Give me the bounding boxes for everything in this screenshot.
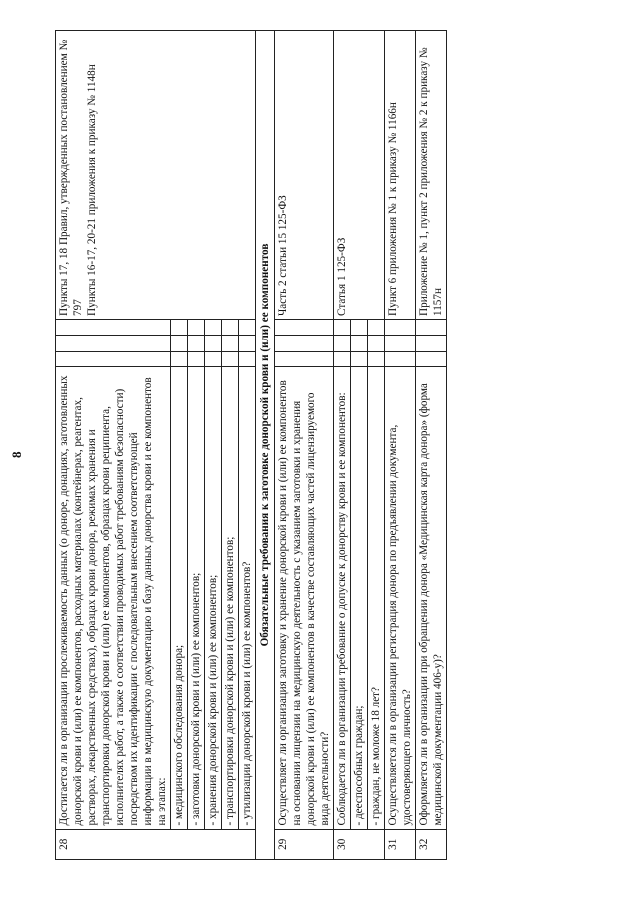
row-number: 32 (416, 829, 447, 859)
answer-na-cell (334, 319, 351, 335)
answer-yes-cell (222, 351, 239, 367)
reference-line: Приложение № 1, пункт 2 приложения № 2 к приказу № 1157н (418, 47, 444, 316)
row-number: 29 (275, 829, 334, 859)
table-row (385, 31, 416, 860)
answer-yes-cell (275, 351, 334, 367)
answer-na-cell (56, 319, 171, 335)
legal-reference (56, 31, 256, 320)
subitem-text: - заготовки донорской крови и (или) ее компонентов; (188, 367, 205, 829)
subitem-text: - граждан, не моложе 18 лет? (368, 367, 385, 829)
subitem-text: - транспортировки донорской крови и (или) ее компонентов; (222, 367, 239, 829)
reference-line: Пункт 6 приложения № 1 к приказу № 1166н (387, 102, 399, 316)
answer-na-cell (416, 319, 447, 335)
legal-reference (385, 31, 416, 320)
answer-no-cell (334, 335, 351, 351)
answer-na-cell (239, 319, 256, 335)
question-text: Оформляется ли в организации при обращении донора «Медицинская карта донора» (форма медицинской документации 406-у)? (416, 367, 447, 829)
answer-no-cell (222, 335, 239, 351)
answer-yes-cell (171, 351, 188, 367)
section-title: Обязательные требования к заготовке донорской крови и (или) ее компонентов (256, 31, 275, 860)
legal-reference (334, 31, 385, 320)
answer-no-cell (351, 335, 368, 351)
answer-no-cell (239, 335, 256, 351)
answer-na-cell (171, 319, 188, 335)
section-header-row (256, 31, 275, 860)
answer-na-cell (351, 319, 368, 335)
reference-line: Пункты 17, 18 Правил, утвержденных постановлением № 797 (58, 39, 84, 316)
answer-yes-cell (334, 351, 351, 367)
question-text: Осуществляет ли организация заготовку и хранение донорской крови и (или) ее компонентов на основании лицензии на медицинскую деятельность с указанием заготовки и хранения донорской крови и (или) ее компонентов в качестве составляющих частей лицензируемого вида деятельности? (275, 367, 334, 829)
legal-reference (275, 31, 334, 320)
reference-line: Статья 1 125-ФЗ (336, 237, 348, 316)
answer-no-cell (56, 335, 171, 351)
checklist-table (55, 30, 447, 860)
answer-yes-cell (368, 351, 385, 367)
answer-na-cell (275, 319, 334, 335)
subitem-text: - медицинского обследования донора; (171, 367, 188, 829)
answer-no-cell (205, 335, 222, 351)
answer-na-cell (222, 319, 239, 335)
answer-no-cell (368, 335, 385, 351)
answer-no-cell (385, 335, 416, 351)
table-row (275, 31, 334, 860)
question-text: Достигается ли в организации прослеживаемость данных (о доноре, донациях, заготовленных донорской крови и (или) ее компонентов, расходных материалах (контейнерах, реагентах, растворах, лекарственных средствах), образцах крови донора, режимах хранения и транспортировки донорской крови и (или) ее компонентов, образцах крови реципиента, исполнителях работ, а также о соответствии проводимых работ требованиям безопасности) посредством их идентификации с последовательным внесением соответствующей информации в медицинскую документацию и базу данных донорства крови и ее компонентов на этапах: (56, 367, 171, 829)
answer-no-cell (275, 335, 334, 351)
legal-reference (416, 31, 447, 320)
question-text: Соблюдается ли в организации требование о допуске к донорству крови и ее компонентов: (334, 367, 351, 829)
table-row (416, 31, 447, 860)
answer-yes-cell (385, 351, 416, 367)
answer-no-cell (416, 335, 447, 351)
answer-no-cell (171, 335, 188, 351)
answer-yes-cell (205, 351, 222, 367)
answer-yes-cell (56, 351, 171, 367)
row-number: 28 (56, 829, 256, 859)
page-number: 8 (9, 451, 24, 458)
checklist-body (56, 31, 447, 860)
answer-yes-cell (416, 351, 447, 367)
row-number: 31 (385, 829, 416, 859)
subitem-text: - дееспособных граждан; (351, 367, 368, 829)
answer-yes-cell (239, 351, 256, 367)
answer-yes-cell (351, 351, 368, 367)
answer-yes-cell (188, 351, 205, 367)
answer-na-cell (188, 319, 205, 335)
answer-na-cell (368, 319, 385, 335)
subitem-text: - утилизации донорской крови и (или) ее компонентов? (239, 367, 256, 829)
reference-line: Часть 2 статьи 15 125-ФЗ (277, 195, 289, 316)
answer-na-cell (385, 319, 416, 335)
table-row (334, 31, 351, 860)
table-row (56, 31, 171, 860)
question-text: Осуществляется ли в организации регистрация донора по предъявлении документа, удостоверяющего личность? (385, 367, 416, 829)
answer-na-cell (205, 319, 222, 335)
row-number: 30 (334, 829, 385, 859)
rotated-page (9, 30, 615, 860)
reference-line: Пункты 16-17, 20-21 приложения к приказу № 1148н (86, 64, 98, 316)
subitem-text: - хранения донорской крови и (или) ее компонентов; (205, 367, 222, 829)
answer-no-cell (188, 335, 205, 351)
